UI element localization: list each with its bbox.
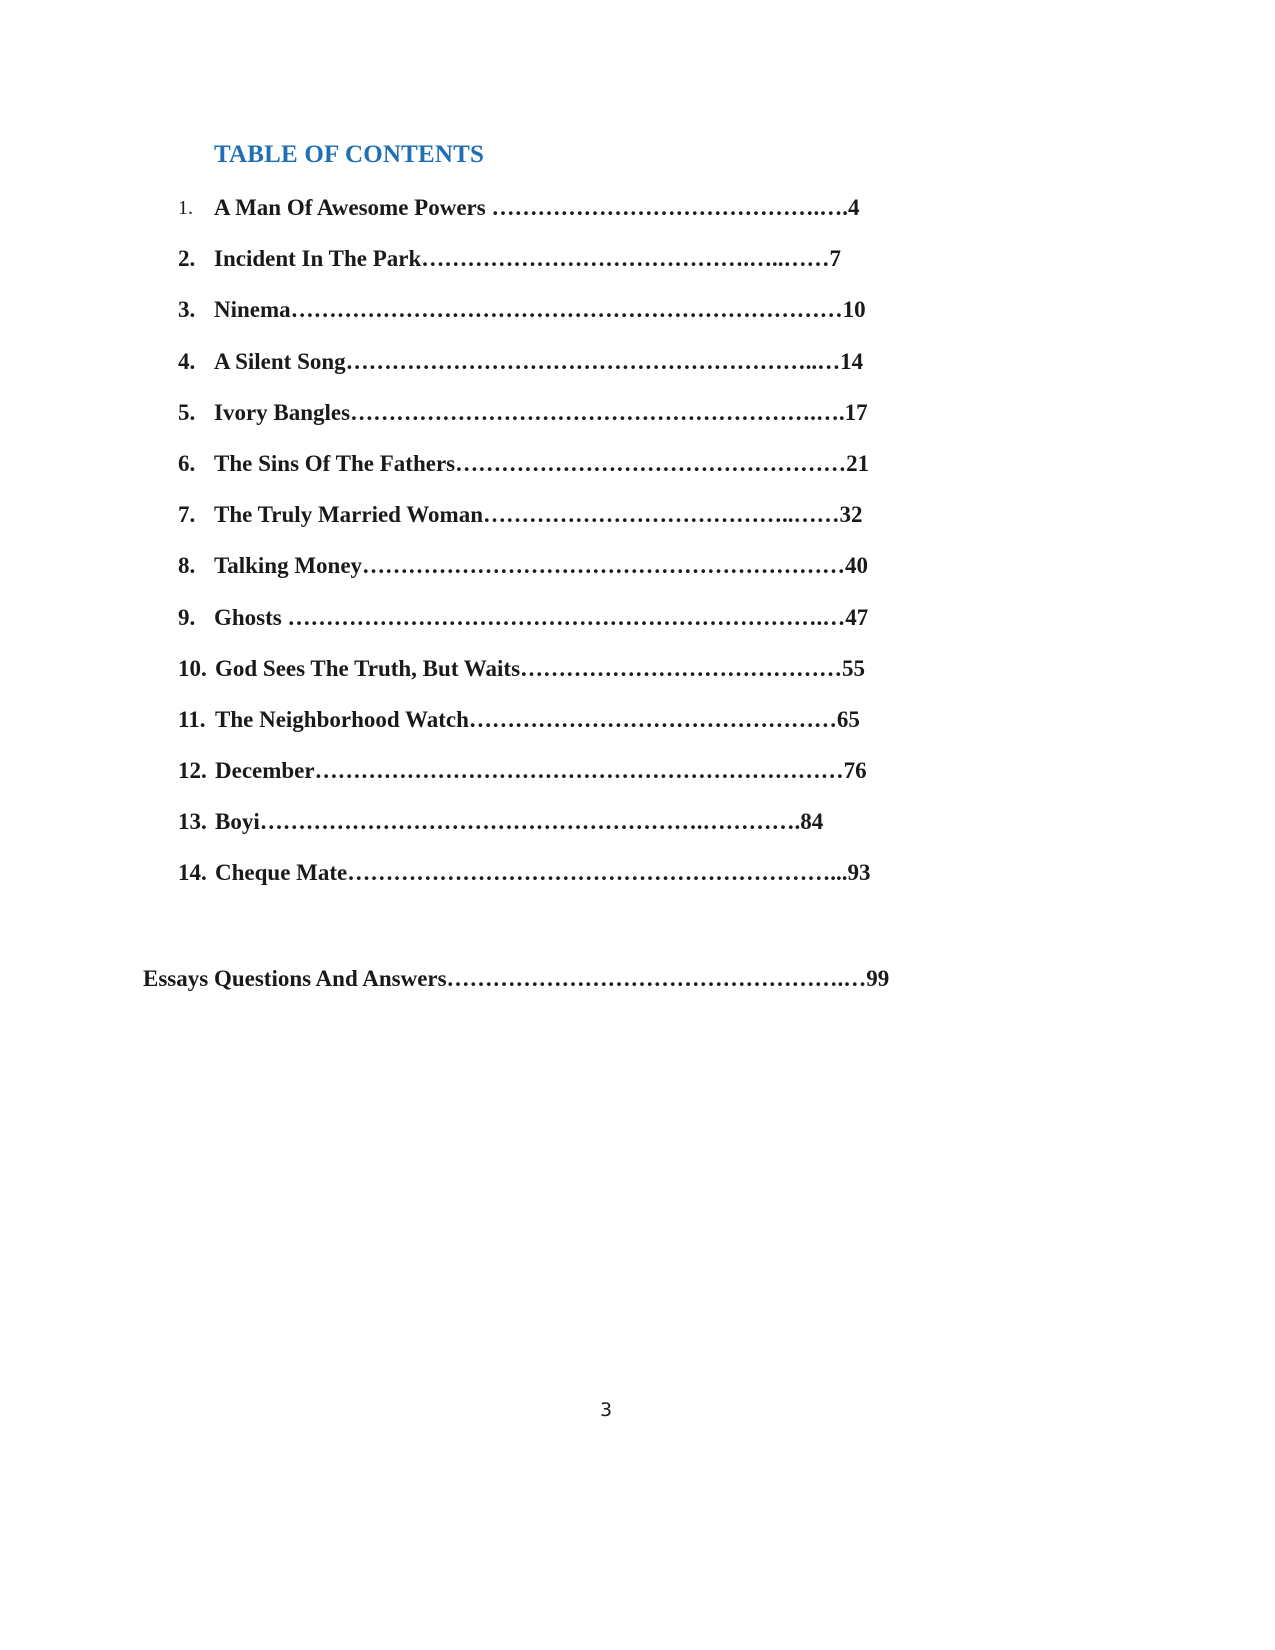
toc-entry-number: 9. <box>178 604 196 630</box>
toc-list <box>178 190 898 907</box>
toc-entry <box>178 446 898 497</box>
toc-entry-number: 12. <box>178 758 207 784</box>
toc-entry <box>178 702 898 753</box>
toc-entry-text: December……………………………………………………………76 <box>215 758 867 784</box>
toc-entry <box>178 241 898 292</box>
toc-entry-number: 10. <box>178 655 207 681</box>
toc-entry <box>178 753 898 804</box>
toc-entry-number: 13. <box>178 809 207 835</box>
toc-entry-text: The Neighborhood Watch…………………………………………65 <box>215 706 860 732</box>
toc-entry-text: Cheque Mate………………………………………………………...93 <box>215 860 871 886</box>
toc-entry-text: Boyi………………………………………………….………….84 <box>215 809 824 835</box>
toc-entry <box>178 600 898 651</box>
essays-entry: Essays Questions And Answers…………………………………………….…99 <box>143 966 890 991</box>
toc-entry-number: 4. <box>178 348 196 374</box>
toc-entry-number: 3. <box>178 297 196 323</box>
toc-entry-number: 7. <box>178 502 196 528</box>
toc-entry-number: 6. <box>178 450 196 476</box>
toc-entry-text: Talking Money………………………………………………………40 <box>214 553 869 579</box>
toc-entry-number: 2. <box>178 246 196 272</box>
toc-entry-text: Ghosts …………………………………………………………….…47 <box>214 604 869 630</box>
toc-entry <box>178 497 898 548</box>
toc-entry-text: Ivory Bangles…………………………………………………….….17 <box>214 399 868 425</box>
toc-entry <box>178 190 898 241</box>
page-number: 3 <box>599 1399 613 1421</box>
toc-entry-number: 1. <box>178 197 193 219</box>
toc-entry <box>178 651 898 702</box>
toc-entry <box>178 395 898 446</box>
toc-entry-text: God Sees The Truth, But Waits……………………………………55 <box>215 655 866 681</box>
toc-entry-number: 5. <box>178 399 196 425</box>
toc-entry <box>178 344 898 395</box>
toc-entry-text: A Silent Song……………………………………………………..…14 <box>214 348 864 374</box>
toc-entry <box>178 548 898 599</box>
toc-entry-text: The Sins Of The Fathers……………………………………………21 <box>214 450 870 476</box>
toc-entry-text: A Man Of Awesome Powers …………………………………….….4 <box>214 195 860 220</box>
toc-entry <box>178 855 898 906</box>
toc-heading: TABLE OF CONTENTS <box>214 141 485 168</box>
toc-entry <box>178 804 898 855</box>
toc-entry-number: 11. <box>178 706 206 732</box>
toc-entry-number: 8. <box>178 553 196 579</box>
toc-entry-number: 14. <box>178 860 207 886</box>
toc-entry-text: Ninema………………………………………………………………10 <box>214 297 866 323</box>
toc-entry-text: The Truly Married Woman…………………………………..……32 <box>214 502 863 528</box>
toc-entry-text: Incident In The Park…………………………………….…..……7 <box>214 246 842 272</box>
toc-entry <box>178 292 898 343</box>
